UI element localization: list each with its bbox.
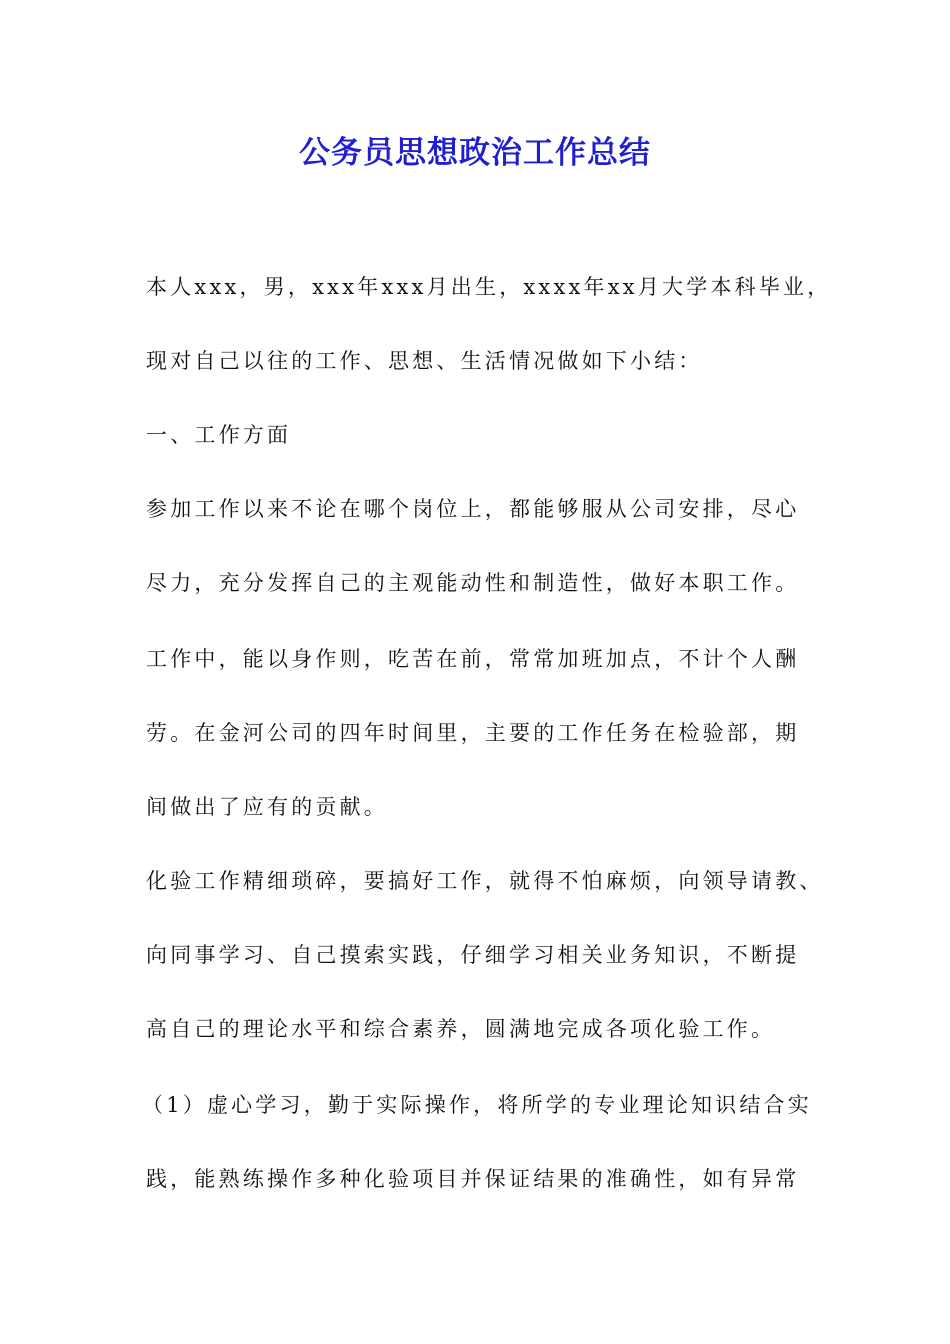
- paragraph-line: 劳。在金河公司的四年时间里，主要的工作任务在检验部，期: [146, 721, 800, 745]
- paragraph-line: 间做出了应有的贡献。: [146, 795, 388, 819]
- paragraph-line: 现对自己以往的工作、思想、生活情况做如下小结：: [146, 349, 703, 373]
- section-heading: 一、工作方面: [146, 423, 292, 447]
- paragraph-line: 化验工作精细琐碎，要搞好工作，就得不怕麻烦，向领导请教、: [146, 869, 824, 893]
- document-title: 公务员思想政治工作总结: [299, 135, 651, 171]
- paragraph-line: 践，能熟练操作多种化验项目并保证结果的准确性，如有异常: [146, 1167, 800, 1191]
- paragraph-line: 工作中，能以身作则，吃苦在前，常常加班加点，不计个人酬: [146, 647, 800, 671]
- paragraph-line: 高自己的理论水平和综合素养，圆满地完成各项化验工作。: [146, 1017, 776, 1041]
- paragraph-line: 向同事学习、自己摸索实践，仔细学习相关业务知识，不断提: [146, 943, 800, 967]
- paragraph-line: 参加工作以来不论在哪个岗位上，都能够服从公司安排，尽心: [146, 497, 800, 521]
- paragraph-line: 本人xxx，男，xxx年xxx月出生，xxxx年xx月大学本科毕业，: [146, 275, 832, 299]
- list-item-line: （1）虚心学习，勤于实际操作，将所学的专业理论知识结合实: [142, 1093, 812, 1117]
- paragraph-line: 尽力，充分发挥自己的主观能动性和制造性，做好本职工作。: [146, 571, 800, 595]
